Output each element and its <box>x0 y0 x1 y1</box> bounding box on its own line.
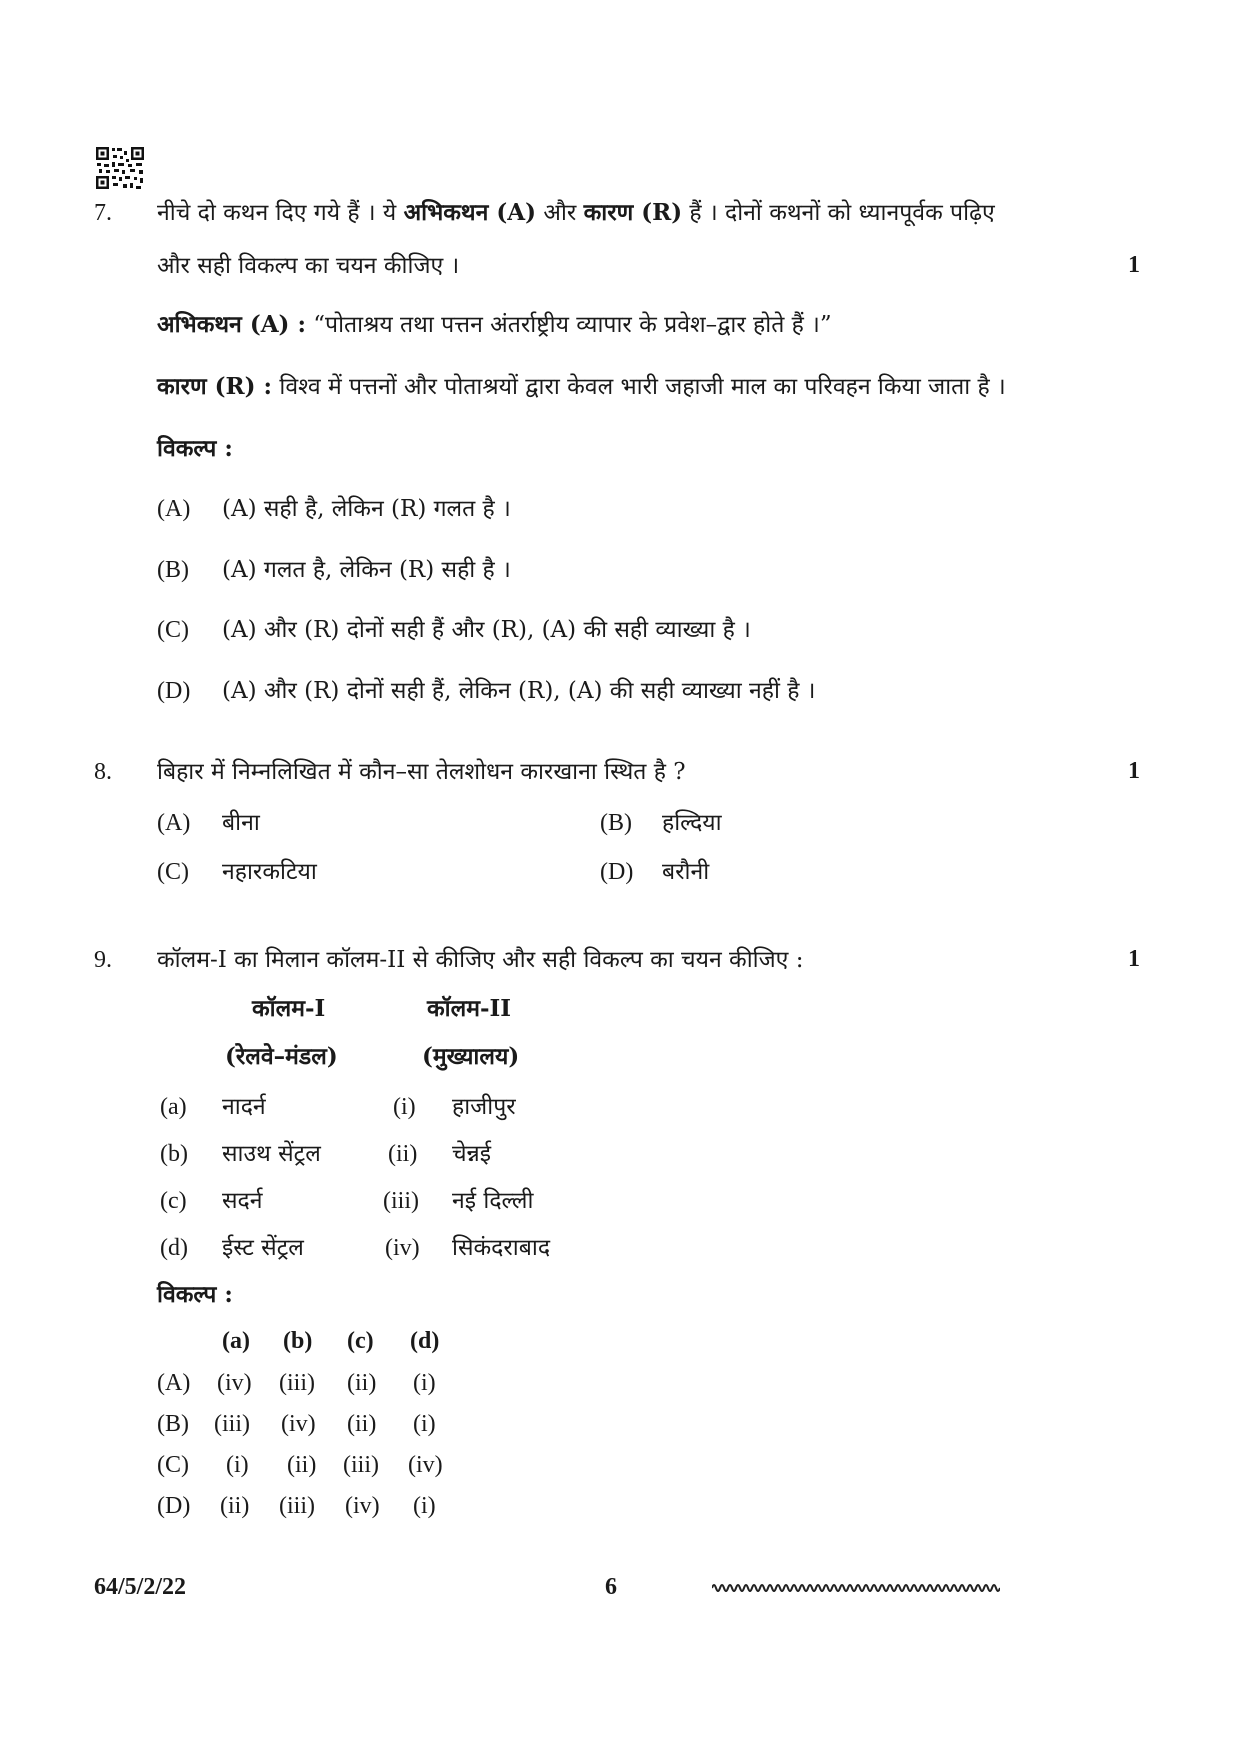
q9-answer-cell: (iv) <box>217 1370 252 1396</box>
q9-number: 9. <box>94 947 112 973</box>
q7-assertion: अभिकथन (A) : “पोताश्रय तथा पत्तन अंतर्राष्ट्रीय व्यापार के प्रवेश–द्वार होते हैं ।” <box>157 311 832 338</box>
q7-option-text: (A) और (R) दोनों सही हैं और (R), (A) की सही व्याख्या है । <box>222 617 751 643</box>
paper-code: 64/5/2/22 <box>94 1574 187 1600</box>
q9-answer-label: (C) <box>157 1452 189 1478</box>
q9-row-col2: हाजीपुर <box>452 1094 516 1120</box>
q9-answer-cell: (ii) <box>287 1452 317 1478</box>
q9-answer-cell: (i) <box>413 1493 436 1519</box>
q9-answer-cell: (i) <box>413 1411 436 1437</box>
q7-option-text: (A) गलत है, लेकिन (R) सही है । <box>222 557 511 583</box>
q8-option-label: (B) <box>600 810 632 836</box>
q8-question: बिहार में निम्नलिखित में कौन–सा तेलशोधन कारखाना स्थित है ? <box>157 759 686 785</box>
q9-answer-cell: (iii) <box>279 1493 315 1519</box>
q9-row-roman: (iv) <box>385 1235 420 1261</box>
q9-answer-cell: (ii) <box>347 1411 377 1437</box>
q7-question-line2: और सही विकल्प का चयन कीजिए । <box>157 253 460 279</box>
q9-answer-header: (a) <box>222 1328 250 1354</box>
q9-row-label: (d) <box>160 1235 188 1261</box>
q9-question: कॉलम-I का मिलान कॉलम-II से कीजिए और सही विकल्प का चयन कीजिए : <box>157 947 804 973</box>
q7-option-label: (C) <box>157 617 189 643</box>
q9-answer-cell: (iii) <box>343 1452 379 1478</box>
q9-row-col1: नादर्न <box>222 1094 266 1120</box>
q9-col1-subheading: (रेलवे–मंडल) <box>225 1043 338 1070</box>
q9-answer-cell: (ii) <box>220 1493 250 1519</box>
q9-row-roman: (iii) <box>383 1188 419 1214</box>
q9-row-label: (a) <box>160 1094 187 1120</box>
q7-option-label: (A) <box>157 496 191 522</box>
q8-option-label: (D) <box>600 859 634 885</box>
q7-option-text: (A) और (R) दोनों सही हैं, लेकिन (R), (A) की सही व्याख्या नहीं है । <box>222 678 816 704</box>
q8-option-text: हल्दिया <box>662 810 722 836</box>
q7-option-label: (B) <box>157 557 189 583</box>
q9-answer-cell: (iii) <box>214 1411 250 1437</box>
q9-answer-cell: (iii) <box>279 1370 315 1396</box>
q9-answer-cell: (iv) <box>408 1452 443 1478</box>
q8-option-text: बरौनी <box>662 859 710 885</box>
q8-marks: 1 <box>1128 758 1140 784</box>
q9-options-heading: विकल्प : <box>157 1281 233 1308</box>
q9-col2-heading: कॉलम-II <box>427 995 512 1022</box>
q8-option-label: (A) <box>157 810 191 836</box>
q9-answer-cell: (ii) <box>347 1370 377 1396</box>
q9-answer-label: (A) <box>157 1370 191 1396</box>
q8-option-text: बीना <box>222 810 260 836</box>
q9-answer-cell: (i) <box>226 1452 249 1478</box>
q9-answer-label: (D) <box>157 1493 191 1519</box>
q9-row-label: (c) <box>160 1188 187 1214</box>
q9-row-col1: साउथ सेंट्रल <box>222 1141 321 1167</box>
q9-answer-header: (d) <box>410 1328 440 1354</box>
q9-col2-subheading: (मुख्यालय) <box>422 1043 520 1070</box>
q9-answer-label: (B) <box>157 1411 189 1437</box>
wavy-line-decoration <box>712 1581 1000 1595</box>
qr-code-icon <box>95 146 145 190</box>
q9-row-roman: (ii) <box>388 1141 418 1167</box>
q9-row-label: (b) <box>160 1141 188 1167</box>
q7-marks: 1 <box>1128 252 1140 278</box>
q7-question-line1: नीचे दो कथन दिए गये हैं । ये अभिकथन (A) और कारण (R) हैं । दोनों कथनों को ध्यानपूर्वक पढ़िए <box>157 199 995 226</box>
q9-answer-header: (c) <box>347 1328 374 1354</box>
q9-answer-cell: (iv) <box>281 1411 316 1437</box>
q7-options-heading: विकल्प : <box>157 435 233 462</box>
q9-col1-heading: कॉलम-I <box>252 995 326 1022</box>
q9-answer-cell: (iv) <box>345 1493 380 1519</box>
q7-reason: कारण (R) : विश्व में पत्तनों और पोताश्रयों द्वारा केवल भारी जहाजी माल का परिवहन किया जाता है । <box>157 373 1006 400</box>
q9-row-col1: सदर्न <box>222 1188 263 1214</box>
q9-row-col2: सिकंदराबाद <box>452 1235 551 1261</box>
q9-marks: 1 <box>1128 946 1140 972</box>
page-number: 6 <box>605 1574 617 1600</box>
q9-answer-header: (b) <box>283 1328 313 1354</box>
q9-row-roman: (i) <box>393 1094 416 1120</box>
q9-answer-cell: (i) <box>413 1370 436 1396</box>
q8-option-label: (C) <box>157 859 189 885</box>
q8-option-text: नहारकटिया <box>222 859 317 885</box>
q9-row-col2: नई दिल्ली <box>452 1188 534 1214</box>
q9-row-col1: ईस्ट सेंट्रल <box>222 1235 304 1261</box>
q8-number: 8. <box>94 759 112 785</box>
q7-number: 7. <box>94 200 112 226</box>
q9-row-col2: चेन्नई <box>452 1141 492 1167</box>
q7-option-text: (A) सही है, लेकिन (R) गलत है । <box>222 496 511 522</box>
q7-option-label: (D) <box>157 678 191 704</box>
